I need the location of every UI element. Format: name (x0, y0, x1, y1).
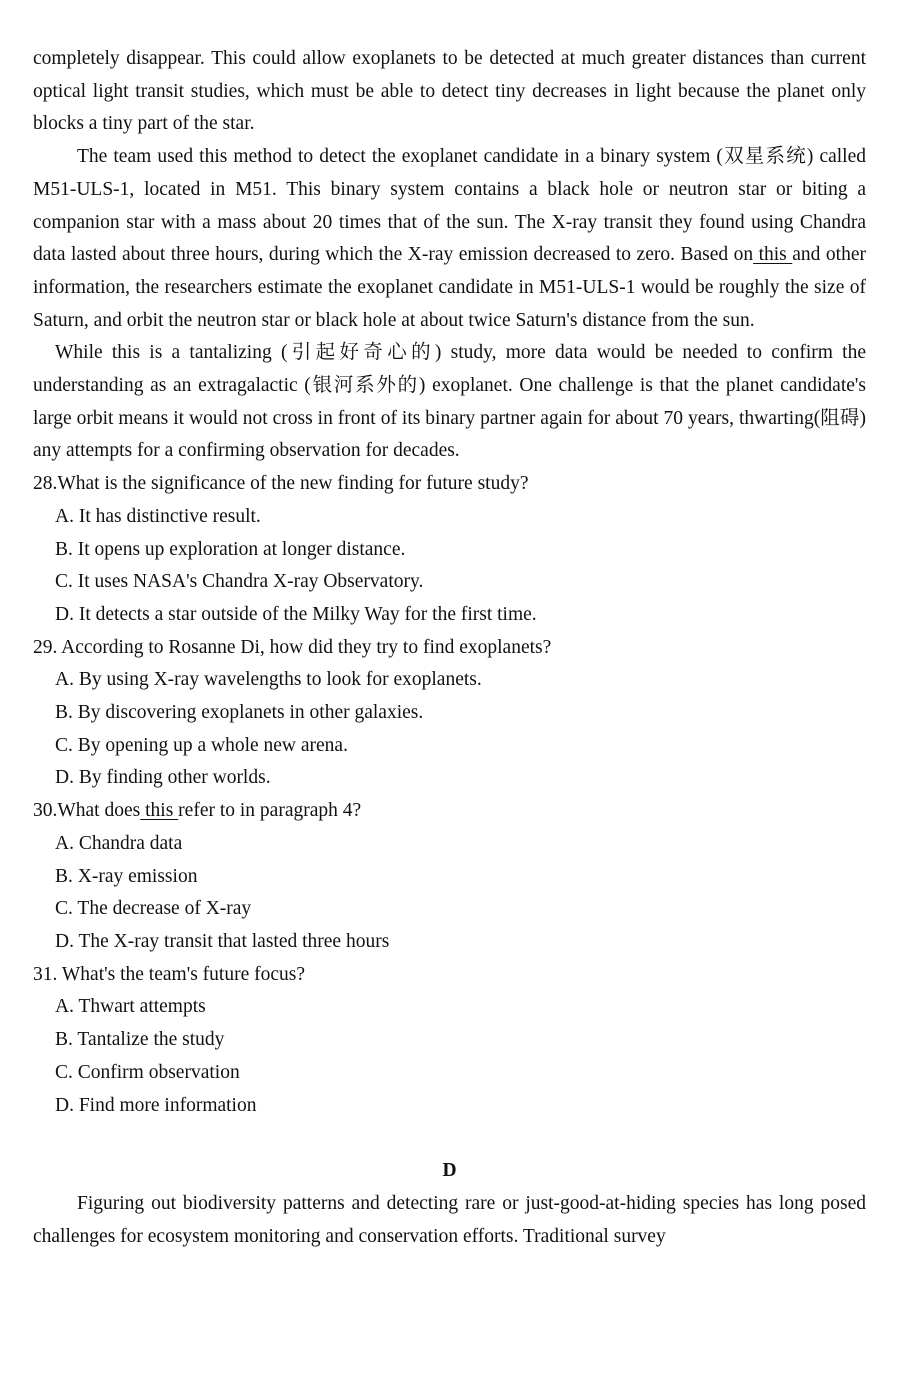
question-30-stem-before: 30.What does (33, 800, 141, 822)
question-30-stem-after: refer to in paragraph 4? (178, 800, 362, 822)
passage-c-paragraph-4 (33, 141, 866, 337)
question-30 (33, 795, 866, 959)
question-29-option-a: A. By using X-ray wavelengths to look for exoplanets. (55, 669, 482, 691)
question-29-option-c: C. By opening up a whole new arena. (55, 734, 348, 756)
question-30-option-a: A. Chandra data (55, 832, 183, 854)
question-30-stem (33, 795, 866, 828)
question-28-option-c: C. It uses NASA's Chandra X-ray Observatory. (55, 571, 424, 593)
question-28-option-a: A. It has distinctive result. (55, 505, 261, 527)
question-31-option-a: A. Thwart attempts (55, 996, 206, 1018)
question-31-option-b: B. Tantalize the study (55, 1029, 225, 1051)
question-29 (33, 632, 866, 796)
question-30-option-d: D. The X-ray transit that lasted three hours (55, 930, 390, 952)
question-30-option-c: C. The decrease of X-ray (55, 898, 252, 920)
question-29-option-d: D. By finding other worlds. (55, 767, 271, 789)
question-30-underlined-this: this (140, 800, 179, 822)
question-28-option-d: D. It detects a star outside of the Milky Way for the first time. (55, 603, 537, 625)
question-29-option-b: B. By discovering exoplanets in other galaxies. (55, 702, 424, 724)
question-28-option-b: B. It opens up exploration at longer distance. (55, 538, 406, 560)
question-29-stem: 29. According to Rosanne Di, how did they try to find exoplanets? (33, 636, 552, 658)
paragraph-4-text-after: and other information, the researchers estimate the exoplanet candidate in M51-ULS-1 would be roughly the size of Saturn, and orbit the neutron star or black hole at about twice Saturn's distance from the sun. (33, 244, 866, 331)
exam-page (33, 43, 866, 1253)
passage-d-paragraph-1: Figuring out biodiversity patterns and detecting rare or just-good-at-hiding species has long posed challenges for ecosystem monitoring and conservation efforts. Traditional survey (33, 1192, 866, 1247)
question-31-option-c: C. Confirm observation (55, 1061, 240, 1083)
question-28 (33, 468, 866, 632)
question-30-option-b: B. X-ray emission (55, 865, 198, 887)
question-31 (33, 959, 866, 1123)
question-28-stem: 28.What is the significance of the new finding for future study? (33, 473, 529, 495)
question-31-stem: 31. What's the team's future focus? (33, 963, 306, 985)
passage-c-paragraph-5: While this is a tantalizing (引起好奇心的) study, more data would be needed to confirm the understanding as an extragalactic (银河系外的) exoplanet. One challenge is that the planet candidate's large orbit means it would not cross in front of its binary partner again for about 70 years, thwarting(阻碍) any attempts for a confirming observation for decades. (33, 342, 866, 462)
paragraph-4-text-before: The team used this method to detect the exoplanet candidate in a binary system (双星系统) called M51-ULS-1, located in M51. This binary system contains a black hole or neutron star or biting a companion star with a mass about 20 times that of the sun. The X-ray transit they found using Chandra data lasted about three hours, during which the X-ray emission decreased to zero. Based on (33, 146, 866, 266)
passage-d-heading: D (442, 1160, 457, 1182)
question-31-option-d: D. Find more information (55, 1094, 257, 1116)
underlined-word-this: this (753, 244, 793, 266)
passage-c-paragraph-3-tail: completely disappear. This could allow exoplanets to be detected at much greater distances than current optical light transit studies, which must be able to detect tiny decreases in light because the planet only blocks a tiny part of the star. (33, 48, 866, 135)
